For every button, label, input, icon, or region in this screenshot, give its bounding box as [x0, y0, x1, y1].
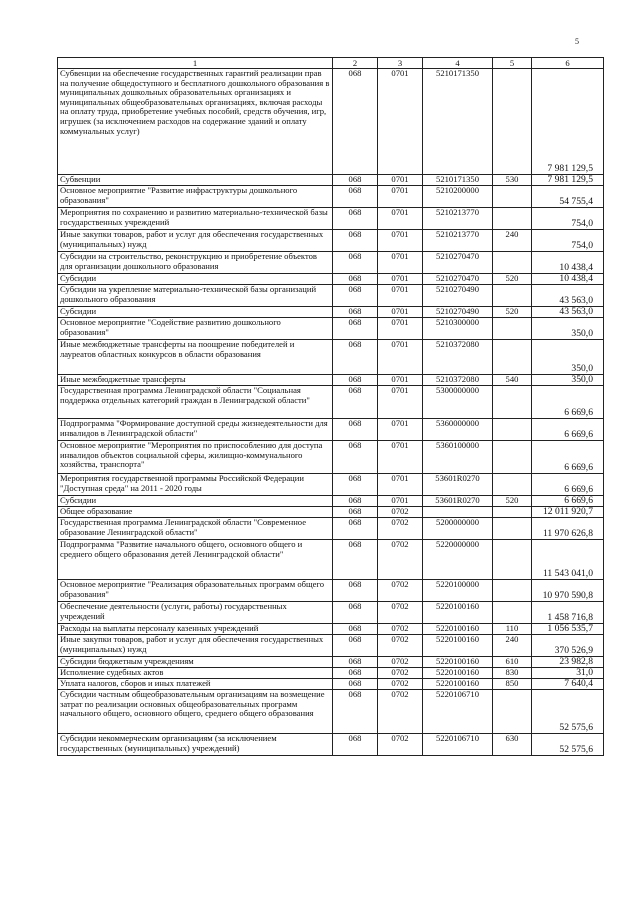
row-expense-type: [493, 186, 532, 208]
row-section: 0701: [378, 441, 423, 474]
row-target: 5210270490: [423, 307, 493, 318]
table-row: [58, 186, 604, 208]
row-amount: 43 563,0: [532, 307, 604, 318]
row-amount: 350,0: [532, 340, 604, 375]
row-expense-type: 520: [493, 274, 532, 285]
row-name: Обеспечение деятельности (услуги, работы) государственных учреждений: [58, 602, 333, 624]
row-amount: 6 669,6: [532, 419, 604, 441]
table-row: [58, 285, 604, 307]
row-section: 0701: [378, 230, 423, 252]
row-target: 5360000000: [423, 419, 493, 441]
row-amount: 350,0: [532, 318, 604, 340]
row-name: Государственная программа Ленинградской области "Социальная поддержка отдельных категорий граждан в Ленинградской области": [58, 386, 333, 419]
table-row: [58, 230, 604, 252]
row-target: [423, 507, 493, 518]
row-code: 068: [333, 386, 378, 419]
row-code: 068: [333, 186, 378, 208]
row-section: 0702: [378, 657, 423, 668]
row-section: 0701: [378, 386, 423, 419]
row-code: 068: [333, 734, 378, 756]
header-col-3: 3: [378, 58, 423, 69]
row-section: 0701: [378, 186, 423, 208]
row-target: 5210372080: [423, 340, 493, 375]
budget-table: [57, 57, 604, 756]
row-name: Уплата налогов, сборов и иных платежей: [58, 679, 333, 690]
table-row: [58, 340, 604, 375]
table-row: [58, 208, 604, 230]
row-name: Иные закупки товаров, работ и услуг для обеспечения государственных (муниципальных) нужд: [58, 230, 333, 252]
row-amount: 350,0: [532, 375, 604, 386]
row-amount: 7 981 129,5: [532, 175, 604, 186]
row-amount: 23 982,8: [532, 657, 604, 668]
row-amount: 52 575,6: [532, 734, 604, 756]
row-name: Основное мероприятие "Развитие инфраструктуры дошкольного образования": [58, 186, 333, 208]
table-row: [58, 69, 604, 175]
table-row: [58, 507, 604, 518]
row-name: Субсидии частным общеобразовательным организациям на возмещение затрат по реализации основных общеобразовательных программ начального общего, основного общего, среднего общего образования: [58, 690, 333, 734]
row-name: Государственная программа Ленинградской области "Современное образование Ленинградской области": [58, 518, 333, 540]
row-code: 068: [333, 518, 378, 540]
row-expense-type: [493, 540, 532, 580]
row-expense-type: [493, 69, 532, 175]
row-target: 5220100160: [423, 668, 493, 679]
table-body: [58, 69, 604, 756]
row-code: 068: [333, 580, 378, 602]
row-section: 0701: [378, 175, 423, 186]
row-section: 0701: [378, 474, 423, 496]
row-target: 5220000000: [423, 540, 493, 580]
row-expense-type: [493, 419, 532, 441]
row-amount: 43 563,0: [532, 285, 604, 307]
table-row: [58, 274, 604, 285]
row-expense-type: 110: [493, 624, 532, 635]
row-target: 5210372080: [423, 375, 493, 386]
row-target: 5210300000: [423, 318, 493, 340]
row-name: Иные межбюджетные трансферты: [58, 375, 333, 386]
row-name: Субсидии: [58, 274, 333, 285]
row-section: 0701: [378, 69, 423, 175]
table-row: [58, 386, 604, 419]
row-expense-type: [493, 208, 532, 230]
row-expense-type: 630: [493, 734, 532, 756]
row-amount: 11 543 041,0: [532, 540, 604, 580]
row-section: 0701: [378, 252, 423, 274]
row-section: 0702: [378, 624, 423, 635]
row-section: 0701: [378, 274, 423, 285]
row-target: 5210171350: [423, 175, 493, 186]
table-row: [58, 375, 604, 386]
row-target: 5220100160: [423, 624, 493, 635]
row-target: 5210213770: [423, 208, 493, 230]
row-target: 5220100160: [423, 657, 493, 668]
row-amount: 54 755,4: [532, 186, 604, 208]
row-code: 068: [333, 285, 378, 307]
page-number: 5: [575, 37, 579, 46]
row-expense-type: 610: [493, 657, 532, 668]
row-code: 068: [333, 690, 378, 734]
table-row: [58, 318, 604, 340]
row-target: 5210200000: [423, 186, 493, 208]
header-col-6: 6: [532, 58, 604, 69]
row-name: Подпрограмма "Формирование доступной среды жизнедеятельности для инвалидов в Ленинградской области": [58, 419, 333, 441]
row-amount: 10 438,4: [532, 252, 604, 274]
row-section: 0701: [378, 496, 423, 507]
row-name: Основное мероприятие "Реализация образовательных программ общего образования": [58, 580, 333, 602]
table-row: [58, 175, 604, 186]
row-code: 068: [333, 274, 378, 285]
row-section: 0701: [378, 419, 423, 441]
row-code: 068: [333, 668, 378, 679]
row-name: Общее образование: [58, 507, 333, 518]
row-section: 0701: [378, 340, 423, 375]
header-col-2: 2: [333, 58, 378, 69]
table-row: [58, 419, 604, 441]
row-section: 0702: [378, 668, 423, 679]
row-section: 0702: [378, 734, 423, 756]
row-expense-type: [493, 518, 532, 540]
row-code: 068: [333, 318, 378, 340]
row-expense-type: 520: [493, 496, 532, 507]
row-amount: 1 458 716,8: [532, 602, 604, 624]
row-name: Мероприятия государственной программы Российской Федерации "Доступная среда" на 2011 - 2020 годы: [58, 474, 333, 496]
row-amount: 10 438,4: [532, 274, 604, 285]
row-name: Субсидии: [58, 496, 333, 507]
row-section: 0702: [378, 690, 423, 734]
row-target: 5220100160: [423, 679, 493, 690]
row-target: 5210270490: [423, 285, 493, 307]
row-amount: 6 669,6: [532, 386, 604, 419]
table-row: [58, 602, 604, 624]
row-section: 0702: [378, 679, 423, 690]
row-amount: 7 640,4: [532, 679, 604, 690]
row-amount: 52 575,6: [532, 690, 604, 734]
row-target: 5210171350: [423, 69, 493, 175]
row-expense-type: [493, 580, 532, 602]
row-section: 0701: [378, 307, 423, 318]
row-amount: 6 669,6: [532, 496, 604, 507]
row-amount: 370 526,9: [532, 635, 604, 657]
row-code: 068: [333, 208, 378, 230]
row-name: Иные межбюджетные трансферты на поощрение победителей и лауреатов областных конкурсов в области образования: [58, 340, 333, 375]
table-row: [58, 624, 604, 635]
row-name: Основное мероприятие "Мероприятия по приспособлению для доступа инвалидов объектов социальной сферы, жилищно-коммунального хозяйства, транспорта": [58, 441, 333, 474]
row-expense-type: 240: [493, 230, 532, 252]
table-row: [58, 657, 604, 668]
row-code: 068: [333, 624, 378, 635]
row-amount: 31,0: [532, 668, 604, 679]
row-name: Подпрограмма "Развитие начального общего, основного общего и среднего общего образования детей Ленинградской области": [58, 540, 333, 580]
row-amount: 6 669,6: [532, 441, 604, 474]
row-target: 5220106710: [423, 734, 493, 756]
row-code: 068: [333, 602, 378, 624]
row-name: Субсидии бюджетным учреждениям: [58, 657, 333, 668]
row-section: 0702: [378, 602, 423, 624]
row-target: 5300000000: [423, 386, 493, 419]
row-code: 068: [333, 474, 378, 496]
table-row: [58, 252, 604, 274]
row-target: 5200000000: [423, 518, 493, 540]
row-expense-type: [493, 474, 532, 496]
row-amount: 754,0: [532, 208, 604, 230]
row-target: 5220100000: [423, 580, 493, 602]
table-row: [58, 496, 604, 507]
row-code: 068: [333, 441, 378, 474]
table-row: [58, 668, 604, 679]
row-expense-type: [493, 507, 532, 518]
row-code: 068: [333, 252, 378, 274]
row-code: 068: [333, 540, 378, 580]
row-expense-type: 540: [493, 375, 532, 386]
row-target: 5220106710: [423, 690, 493, 734]
row-code: 068: [333, 340, 378, 375]
row-code: 068: [333, 230, 378, 252]
row-code: 068: [333, 657, 378, 668]
row-section: 0701: [378, 375, 423, 386]
table-header-row: [58, 58, 604, 69]
row-expense-type: [493, 441, 532, 474]
header-col-1: 1: [58, 58, 333, 69]
row-expense-type: [493, 252, 532, 274]
row-code: 068: [333, 419, 378, 441]
table-row: [58, 635, 604, 657]
row-target: 5220100160: [423, 602, 493, 624]
row-amount: 10 970 590,8: [532, 580, 604, 602]
row-target: 5360100000: [423, 441, 493, 474]
row-section: 0701: [378, 318, 423, 340]
row-name: Субвенции: [58, 175, 333, 186]
row-code: 068: [333, 375, 378, 386]
row-expense-type: 530: [493, 175, 532, 186]
row-section: 0701: [378, 285, 423, 307]
row-code: 068: [333, 175, 378, 186]
row-code: 068: [333, 307, 378, 318]
row-section: 0702: [378, 518, 423, 540]
row-target: 5210270470: [423, 252, 493, 274]
row-section: 0702: [378, 507, 423, 518]
row-amount: 7 981 129,5: [532, 69, 604, 175]
row-name: Основное мероприятие "Содействие развитию дошкольного образования": [58, 318, 333, 340]
row-target: 5210213770: [423, 230, 493, 252]
table-row: [58, 540, 604, 580]
row-amount: 6 669,6: [532, 474, 604, 496]
row-code: 068: [333, 69, 378, 175]
row-expense-type: 850: [493, 679, 532, 690]
row-code: 068: [333, 496, 378, 507]
row-expense-type: [493, 285, 532, 307]
row-name: Расходы на выплаты персоналу казенных учреждений: [58, 624, 333, 635]
row-expense-type: [493, 318, 532, 340]
row-name: Субсидии: [58, 307, 333, 318]
row-name: Субвенции на обеспечение государственных гарантий реализации прав на получение общедоступного и бесплатного дошкольного образования в муниципальных дошкольных образовательных организациях и муниципальных общеобразовательных организациях, включая расходы на оплату труда, приобретение учебных пособий, средств обучения, игр, игрушек (за исключением расходов на содержание зданий и оплату коммунальных услуг): [58, 69, 333, 175]
row-name: Субсидии на укрепление материально-технической базы организаций дошкольного образования: [58, 285, 333, 307]
row-expense-type: [493, 690, 532, 734]
table-row: [58, 518, 604, 540]
table-row: [58, 441, 604, 474]
row-target: 5220100160: [423, 635, 493, 657]
table-row: [58, 307, 604, 318]
row-name: Иные закупки товаров, работ и услуг для обеспечения государственных (муниципальных) нужд: [58, 635, 333, 657]
row-name: Мероприятия по сохранению и развитию материально-технической базы государственных учреждений: [58, 208, 333, 230]
row-code: 068: [333, 635, 378, 657]
row-amount: 11 970 626,8: [532, 518, 604, 540]
row-section: 0701: [378, 208, 423, 230]
table-row: [58, 474, 604, 496]
row-amount: 754,0: [532, 230, 604, 252]
table-row: [58, 734, 604, 756]
header-col-4: 4: [423, 58, 493, 69]
row-expense-type: [493, 602, 532, 624]
row-code: 068: [333, 679, 378, 690]
row-amount: 1 056 535,7: [532, 624, 604, 635]
row-target: 53601R0270: [423, 496, 493, 507]
table-row: [58, 690, 604, 734]
row-expense-type: 240: [493, 635, 532, 657]
row-section: 0702: [378, 540, 423, 580]
row-amount: 12 011 920,7: [532, 507, 604, 518]
row-expense-type: 520: [493, 307, 532, 318]
table-row: [58, 679, 604, 690]
row-name: Исполнение судебных актов: [58, 668, 333, 679]
row-name: Субсидии некоммерческим организациям (за исключением государственных (муниципальных) учреждений): [58, 734, 333, 756]
row-expense-type: [493, 386, 532, 419]
row-code: 068: [333, 507, 378, 518]
header-col-5: 5: [493, 58, 532, 69]
row-section: 0702: [378, 635, 423, 657]
table-row: [58, 580, 604, 602]
row-expense-type: 830: [493, 668, 532, 679]
row-target: 53601R0270: [423, 474, 493, 496]
row-name: Субсидии на строительство, реконструкцию и приобретение объектов для организации дошкольного образования: [58, 252, 333, 274]
row-expense-type: [493, 340, 532, 375]
row-section: 0702: [378, 580, 423, 602]
row-target: 5210270470: [423, 274, 493, 285]
